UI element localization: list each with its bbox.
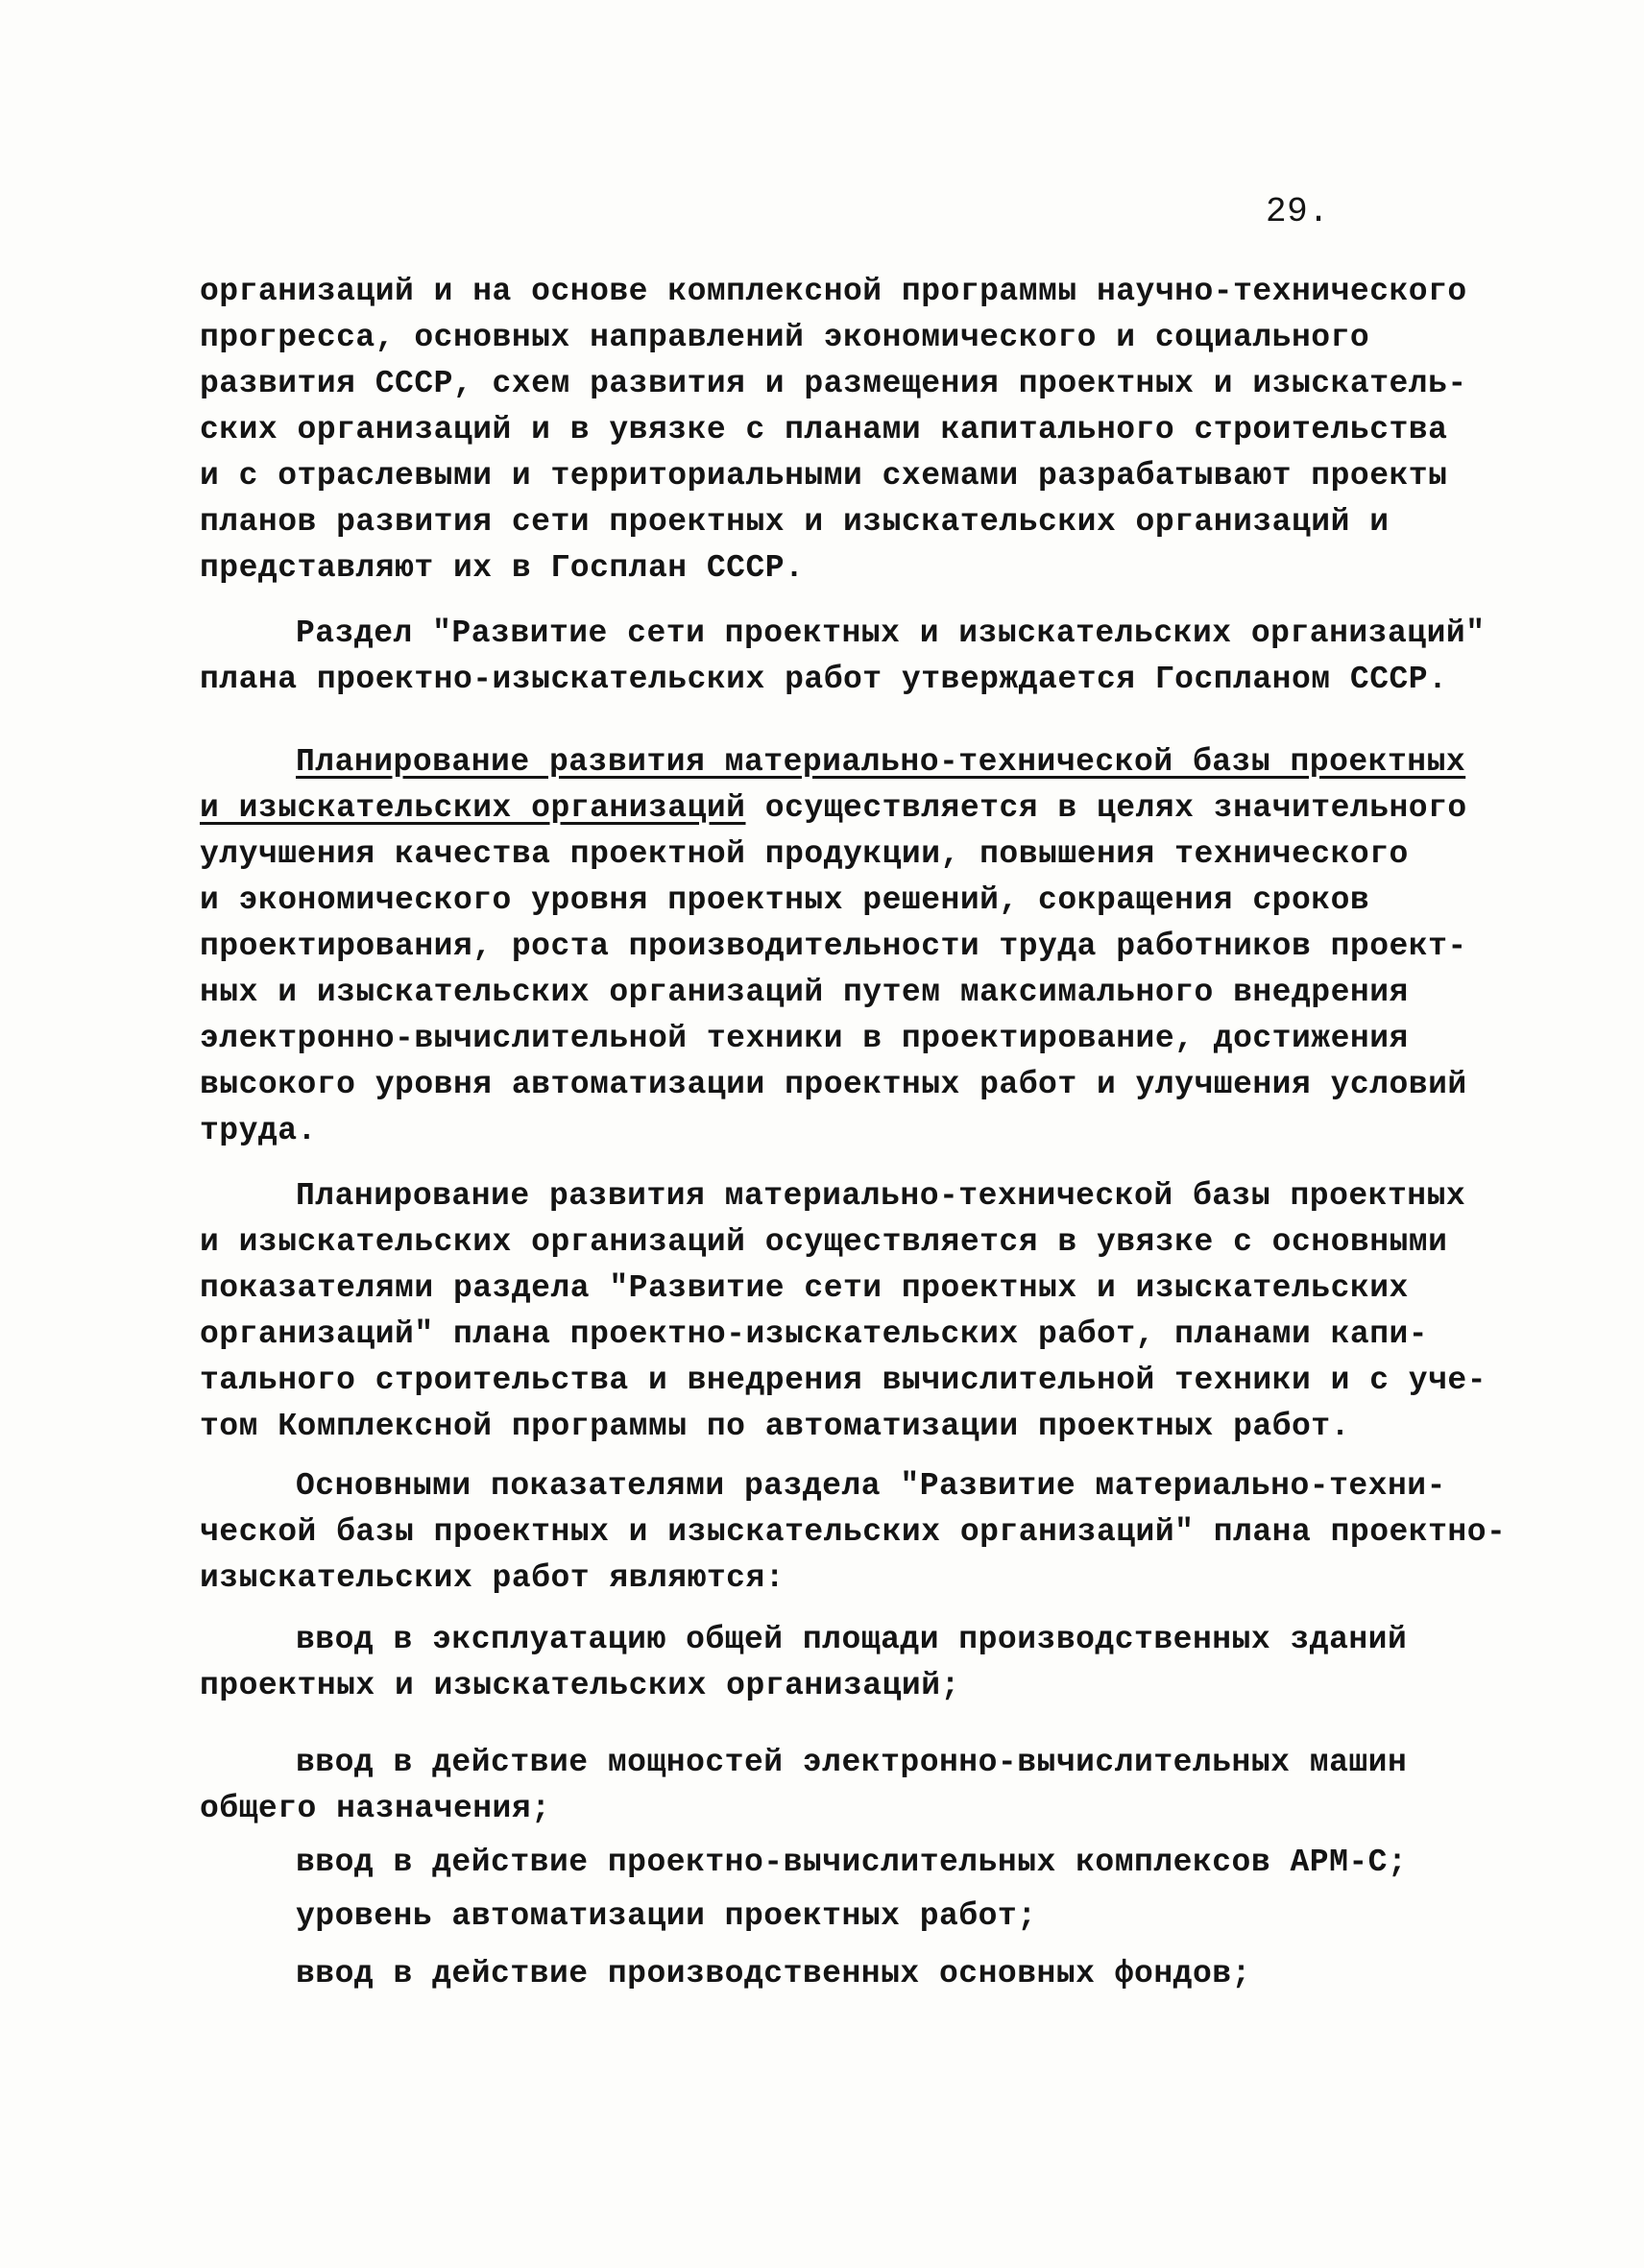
paragraph-line: труда. — [200, 1113, 317, 1148]
paragraph-line: и экономического уровня проектных решений, сокращения сроков — [200, 882, 1370, 918]
paragraph-line: Раздел "Развитие сети проектных и изыскательских организаций" — [296, 615, 1486, 651]
paragraph-line — [200, 739, 1466, 785]
paragraph-line: и с отраслевыми и территориальными схемами разрабатывают проекты — [200, 458, 1448, 494]
list-item — [200, 1951, 1458, 1997]
paragraph-line: улучшения качества проектной продукции, повышения технического — [200, 836, 1409, 872]
paragraph-line: организаций и на основе комплексной программы научно-технического — [200, 274, 1467, 309]
list-item — [200, 1617, 1458, 1709]
paragraph-line: проектирования, роста производительности труда работников проект- — [200, 929, 1467, 964]
paragraph-line: ских организаций и в увязке с планами капитального строительства — [200, 412, 1448, 447]
list-item — [200, 1840, 1458, 1886]
paragraph-line: плана проектно-изыскательских работ утверждается Госпланом СССР. — [200, 662, 1448, 697]
paragraph-line: тального строительства и внедрения вычислительной техники и с уче- — [200, 1363, 1487, 1398]
paragraph-3 — [200, 739, 1467, 1154]
list-item-line: ввод в действие производственных основных фондов; — [296, 1956, 1251, 1991]
paragraph-line: и изыскательских организаций осуществляется в увязке с основными — [200, 1224, 1448, 1260]
paragraph-line: том Комплексной программы по автоматизации проектных работ. — [200, 1409, 1350, 1444]
list-item-line: ввод в действие проектно-вычислительных комплексов АРМ-С; — [296, 1845, 1408, 1880]
list-item-line: общего назначения; — [200, 1791, 551, 1826]
paragraph-line: ческой базы проектных и изыскательских организаций" плана проектно- — [200, 1514, 1507, 1550]
paragraph-5 — [200, 1463, 1507, 1602]
line-rest: осуществляется в целях значительного — [745, 790, 1467, 826]
paragraph-line: Планирование развития материально-технической базы проектных — [296, 1178, 1466, 1214]
list-item-line: ввод в действие мощностей электронно-вычислительных машин — [296, 1745, 1408, 1780]
paragraph-2 — [200, 611, 1486, 703]
paragraph-line: высокого уровня автоматизации проектных работ и улучшения условий — [200, 1067, 1467, 1102]
paragraph-line: организаций" плана проектно-изыскательских работ, планами капи- — [200, 1316, 1429, 1352]
page-number: 29. — [1266, 192, 1330, 231]
paragraph-1 — [200, 269, 1467, 591]
paragraph-4 — [200, 1173, 1487, 1450]
list-item-line: ввод в эксплуатацию общей площади производственных зданий — [296, 1622, 1408, 1657]
list-item-line: проектных и изыскательских организаций; — [200, 1668, 960, 1703]
paragraph-line: ных и изыскательских организаций путем максимального внедрения — [200, 975, 1409, 1010]
paragraph-line: развития СССР, схем развития и размещения проектных и изыскатель- — [200, 366, 1467, 401]
paragraph-line: Основными показателями раздела "Развитие материально-техни- — [296, 1468, 1446, 1504]
paragraph-line: представляют их в Госплан СССР. — [200, 550, 805, 586]
list-item-line: уровень автоматизации проектных работ; — [296, 1898, 1037, 1934]
paragraph-line: показателями раздела "Развитие сети проектных и изыскательских — [200, 1270, 1409, 1306]
paragraph-line: изыскательских работ являются: — [200, 1560, 786, 1596]
underlined-phrase: и изыскательских организаций — [200, 790, 746, 826]
paragraph-line: планов развития сети проектных и изыскательских организаций и — [200, 504, 1390, 540]
paragraph-line — [200, 785, 1467, 832]
paragraph-line: электронно-вычислительной техники в проектирование, достижения — [200, 1021, 1409, 1056]
list-item — [200, 1894, 1458, 1940]
underlined-phrase: Планирование развития материально-технической базы проектных — [296, 744, 1466, 780]
paragraph-line: прогресса, основных направлений экономического и социального — [200, 320, 1370, 355]
list-item — [200, 1740, 1458, 1832]
